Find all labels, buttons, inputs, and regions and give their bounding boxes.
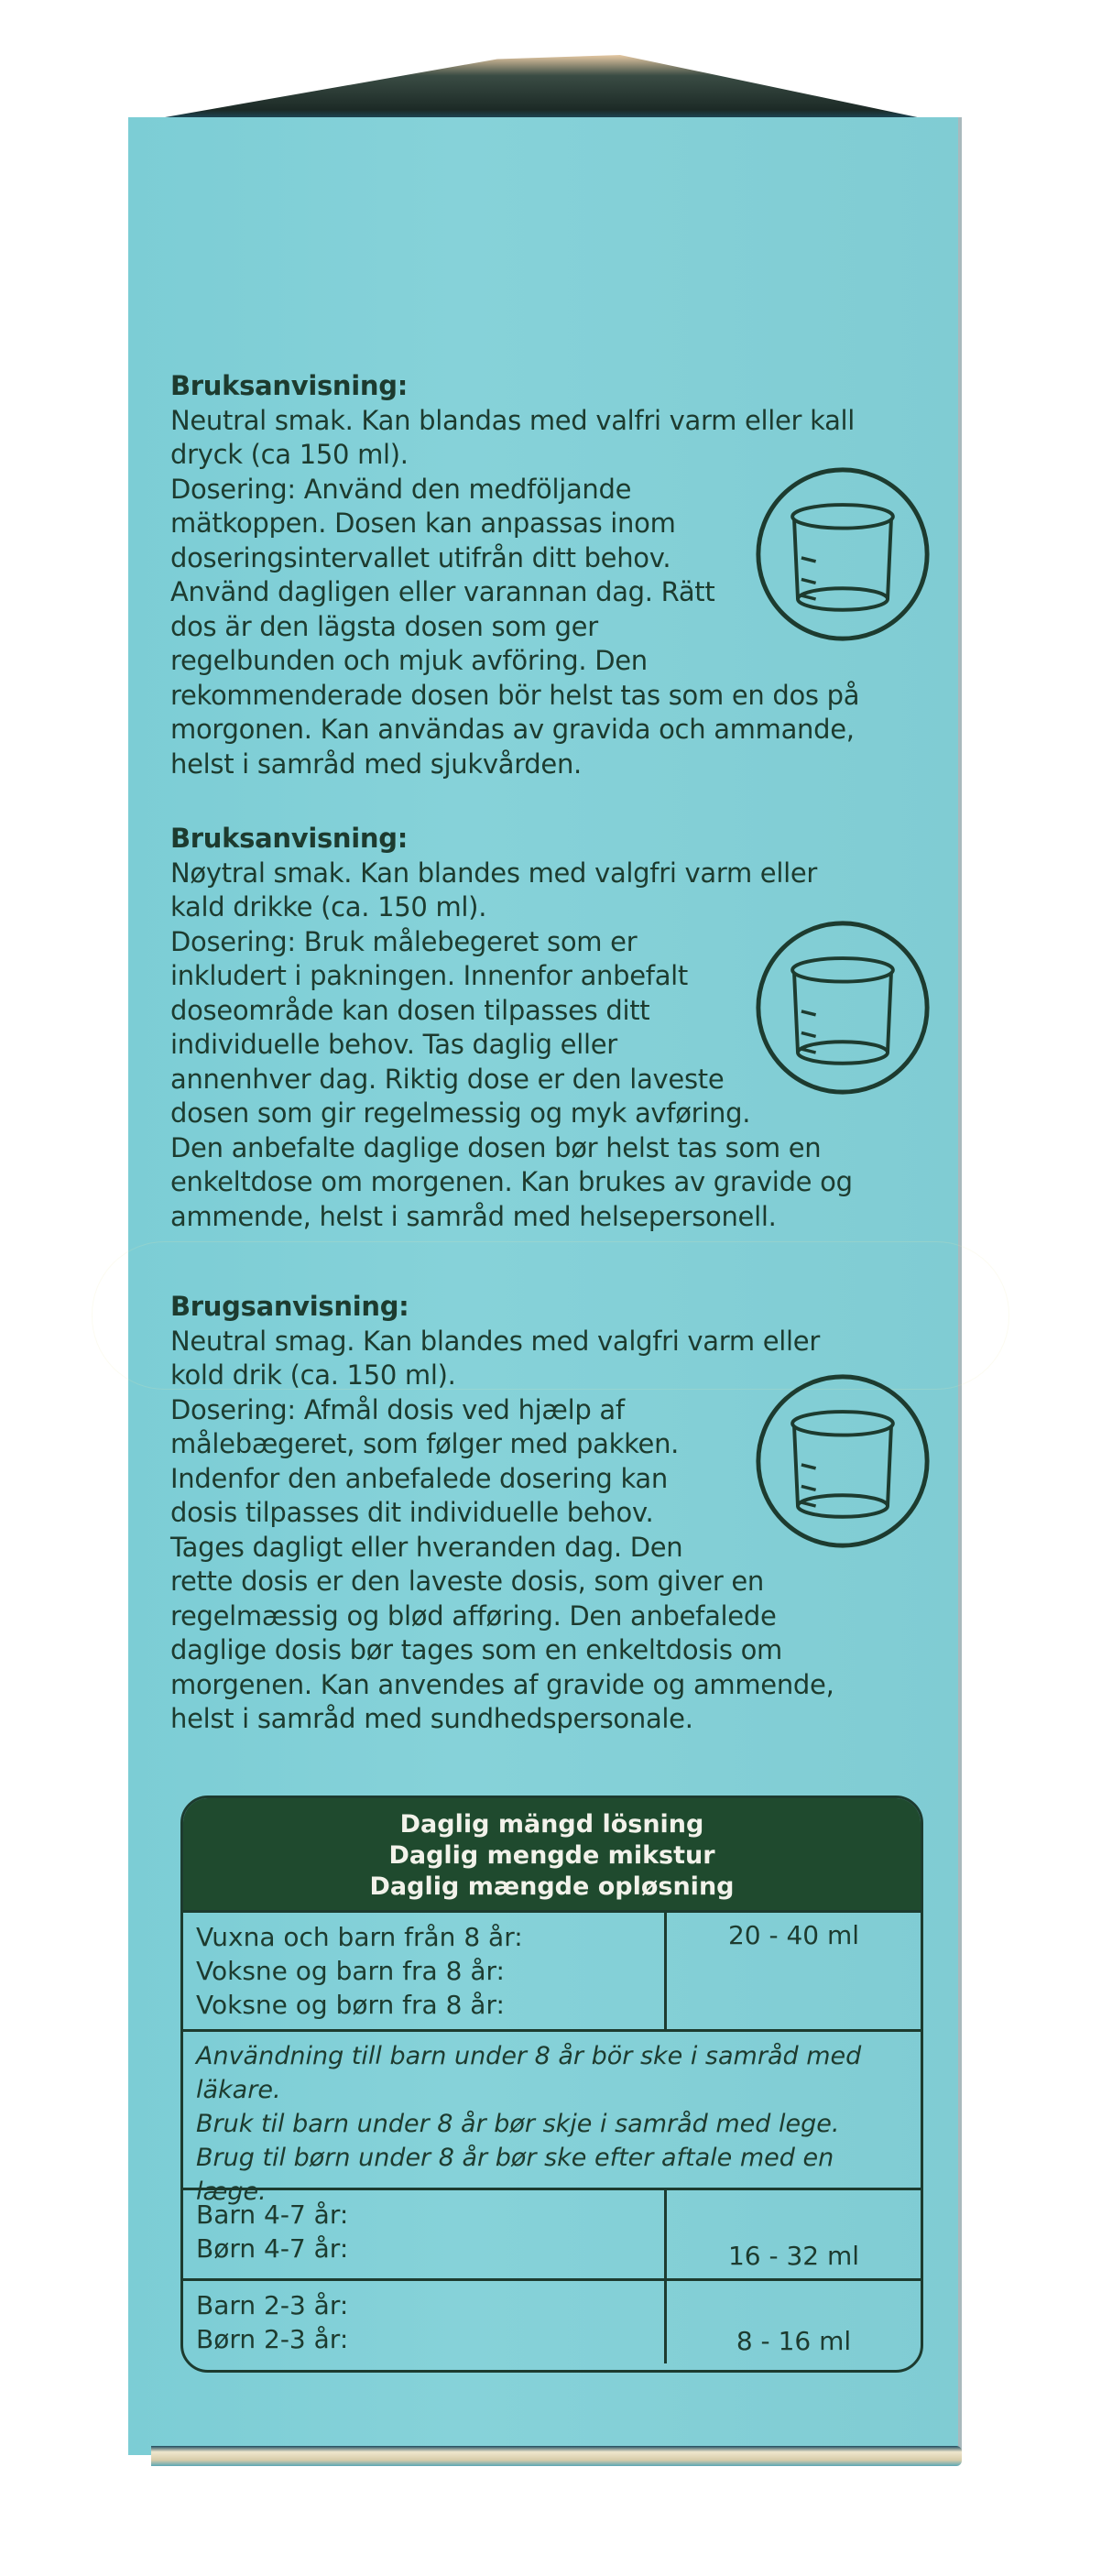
text-line: mätkoppen. Dosen kan anpassas inom (170, 508, 676, 539)
age-group-cell (183, 1913, 667, 2029)
age-group-label: Barn 4-7 år: (196, 2199, 349, 2230)
section-heading: Bruksanvisning: (170, 823, 409, 854)
measuring-cup-icon (753, 1371, 932, 1551)
text-line: Dosering: Bruk målebegeret som er (170, 925, 638, 957)
age-group-label: Voksne og barn fra 8 år: (196, 1956, 505, 1986)
measuring-cup-icon (753, 464, 932, 644)
section-heading: Brugsanvisning: (170, 1291, 409, 1322)
children-note-cell (183, 2032, 921, 2206)
text-line: Dosering: Använd den medföljande (170, 473, 632, 505)
text-line: dosis tilpasses dit individuelle behov. (170, 1497, 654, 1528)
text-line: Använd dagligen eller varannan dag. Rätt (170, 576, 715, 607)
text-line: kold drik (ca. 150 ml). (170, 1359, 456, 1391)
table-header-line: Daglig mängd lösning (399, 1810, 704, 1839)
table-row-adults (183, 1910, 921, 2029)
text-line: rekommenderade dosen bör helst tas som en dos på (170, 679, 860, 711)
table-header-line: Daglig mengde mikstur (388, 1841, 715, 1870)
text-line: Neutral smak. Kan blandas med valfri varm eller kall (170, 404, 856, 436)
text-line: Dosering: Afmål dosis ved hjælp af (170, 1393, 625, 1425)
dose-value (667, 2190, 921, 2278)
age-group-cell (183, 2281, 667, 2363)
text-line: regelmæssig og blød afføring. Den anbefalede (170, 1599, 777, 1632)
table-row-children-2-3 (183, 2278, 921, 2363)
measuring-cup-icon (753, 918, 932, 1097)
dose-value (667, 2281, 921, 2363)
text-line: Den anbefalte daglige dosen bør helst tas som en (170, 1131, 822, 1163)
text-line: inkludert i pakningen. Innenfor anbefalt (170, 960, 688, 991)
dose-value: 20 - 40 ml (727, 1920, 860, 1950)
text-line: helst i samråd med sjukvården. (170, 748, 582, 780)
text-line: morgenen. Kan anvendes af gravide og ammende, (170, 1668, 834, 1700)
text-line: dryck (ca 150 ml). (170, 439, 409, 470)
age-group-cell (183, 2190, 667, 2278)
dose-value-text: 16 - 32 ml (727, 2241, 860, 2271)
table-row-note (183, 2029, 921, 2206)
text-line: morgonen. Kan användas av gravida och ammande, (170, 714, 855, 745)
table-header (183, 1798, 921, 1910)
note-line: Brug til børn under 8 år bør ske efter aftale med en læge. (196, 2144, 834, 2206)
text-line: doseringsintervallet utifrån ditt behov. (170, 541, 671, 573)
text-line: individuelle behov. Tas daglig eller (170, 1029, 617, 1060)
box-bottom-edge (151, 2446, 962, 2466)
age-group-label: Børn 4-7 år: (196, 2233, 349, 2264)
section-heading: Bruksanvisning: (170, 370, 409, 401)
table-row-children-4-7 (183, 2188, 921, 2278)
text-line: rette dosis er den laveste dosis, som giver en (170, 1566, 764, 1597)
text-line: daglige dosis bør tages som en enkeltdosis om (170, 1634, 782, 1665)
note-line: läkare. (196, 2076, 281, 2104)
text-line: dos är den lägsta dosen som ger (170, 610, 598, 642)
text-line: Tages dagligt eller hveranden dag. Den (170, 1531, 683, 1563)
text-line: annenhver dag. Riktig dose er den laveste (170, 1063, 725, 1095)
text-line: helst i samråd med sundhedspersonale. (170, 1703, 693, 1734)
text-line: regelbunden och mjuk avföring. Den (170, 645, 648, 676)
text-line: dosen som gir regelmessig og myk avføring. (170, 1097, 751, 1129)
box-top-flap (128, 55, 948, 124)
text-line: Nøytral smak. Kan blandes med valgfri varm eller (170, 857, 818, 889)
text-line: Indenfor den anbefalede dosering kan (170, 1462, 668, 1494)
text-line: ammende, helst i samråd med helsepersonell. (170, 1200, 777, 1232)
note-line: Användning till barn under 8 år bör ske i samråd med (196, 2042, 862, 2070)
table-header-line: Daglig mængde opløsning (369, 1872, 735, 1901)
age-group-label: Voksne og børn fra 8 år: (196, 1990, 505, 2020)
text-line: kald drikke (ca. 150 ml). (170, 891, 487, 922)
age-group-label: Barn 2-3 år: (196, 2290, 349, 2320)
text-line: målebægeret, som følger med pakken. (170, 1428, 680, 1459)
dose-value-text: 8 - 16 ml (736, 2326, 852, 2356)
dosage-table (180, 1796, 923, 2373)
note-line: Bruk til barn under 8 år bør skje i samråd med lege. (196, 2110, 840, 2138)
text-line: Neutral smag. Kan blandes med valgfri varm eller (170, 1325, 820, 1357)
age-group-label: Vuxna och barn från 8 år: (196, 1922, 523, 1952)
age-group-label: Børn 2-3 år: (196, 2324, 349, 2354)
text-line: enkeltdose om morgenen. Kan brukes av gravide og (170, 1166, 853, 1197)
text-line: doseområde kan dosen tilpasses ditt (170, 994, 650, 1026)
